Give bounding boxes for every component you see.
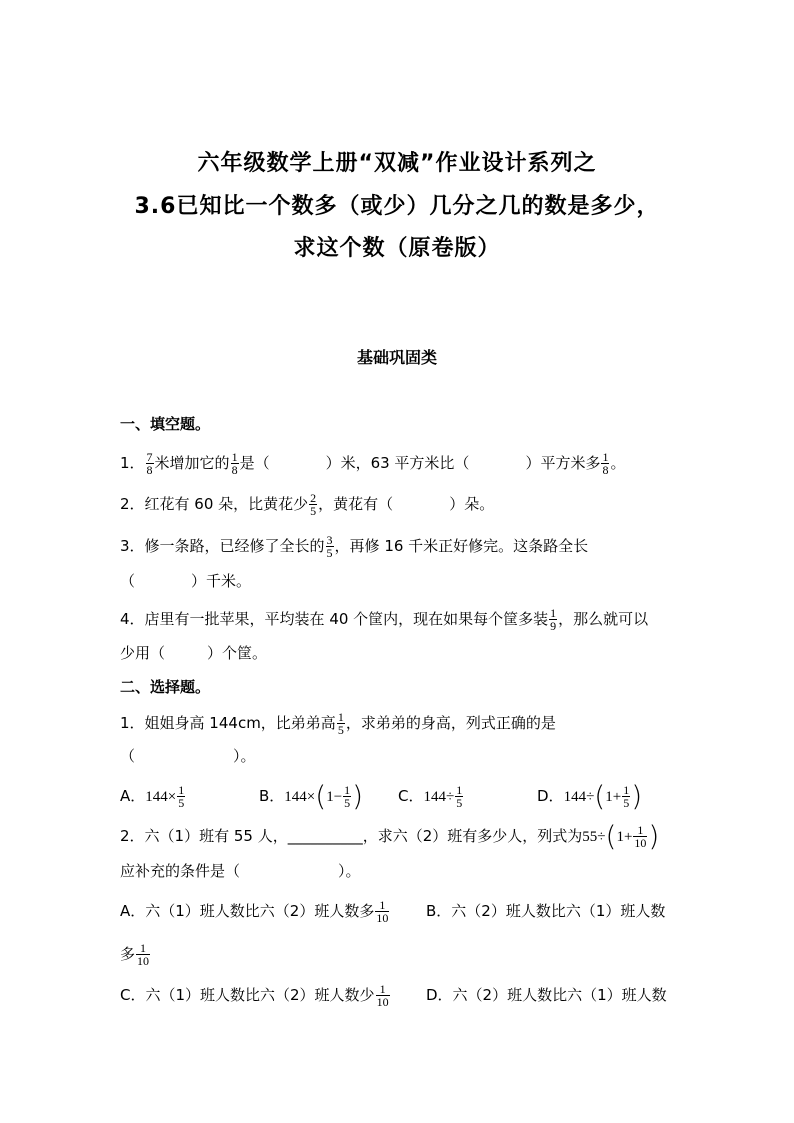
choice-question-1-answer: （ ）。 (120, 747, 256, 765)
fraction: $\frac{1}{8}$ (602, 450, 609, 477)
fill-question-1: 1． $\frac{7}{8}$ 米增加它的 $\frac{1}{8}$ 是（ ）米，63 平方米比（ ）平方米多 $\frac{1}{8}$ 。 (120, 450, 626, 477)
option-a[interactable]: A．六（1）班人数比六（2）班人数多 $\frac{1}{10}$ (120, 898, 389, 925)
part1-heading: 一、填空题。 (120, 415, 211, 433)
choice-question-2-options-cd (120, 983, 667, 1008)
fill-question-3-cont: （ ）千米。 (120, 572, 252, 590)
option-c[interactable]: C．144÷ $\frac{1}{5}$ (398, 783, 463, 810)
fill-question-3: 3．修一条路，已经修了全长的 $\frac{3}{5}$ ，再修 16 千米正好修完。这条路全长 (120, 533, 589, 560)
option-d[interactable]: D．144÷(1+ $\frac{1}{5}$ ) (537, 779, 643, 813)
section-title: 基础巩固类 (356, 348, 437, 367)
fraction: $\frac{1}{10}$ (137, 941, 150, 968)
option-a[interactable]: A．144× $\frac{1}{5}$ (120, 783, 185, 810)
fill-question-4-cont: 少用（ ）个筐。 (120, 644, 268, 662)
part2-heading: 二、选择题。 (120, 678, 211, 696)
fill-question-4: 4．店里有一批苹果，平均装在 40 个筐内，现在如果每个筐多装 $\frac{1}{9}$ ，那么就可以 (120, 606, 649, 633)
fraction: $\frac{7}{8}$ (146, 450, 153, 477)
title-line-1: 六年级数学上册“双减”作业设计系列之 (197, 151, 597, 176)
fill-question-2: 2．红花有 60 朵，比黄花少 $\frac{2}{5}$ ，黄花有（ ）朵。 (120, 491, 495, 518)
fraction: $\frac{2}{5}$ (310, 491, 317, 518)
option-b[interactable]: B．六（2）班人数比六（1）班人数 (426, 902, 666, 920)
choice-question-1: 1．姐姐身高 144cm，比弟弟高 $\frac{1}{5}$ ，求弟弟的身高，列式正确的是 (120, 710, 556, 737)
fraction: $\frac{1}{5}$ (337, 710, 344, 737)
option-b[interactable]: B．144×(1− $\frac{1}{5}$ ) (259, 779, 364, 813)
fraction: $\frac{1}{10}$ (634, 823, 647, 850)
choice-question-2-options-ab (120, 899, 665, 924)
fraction: $\frac{1}{8}$ (231, 450, 238, 477)
fraction: $\frac{1}{9}$ (550, 606, 557, 633)
condition-blank[interactable]: __________ (287, 827, 363, 845)
option-d[interactable]: D．六（2）班人数比六（1）班人数 (426, 986, 667, 1004)
choice-question-2-cont: 应补充的条件是（ ）。 (120, 862, 361, 880)
choice-question-2-option-b-cont: 多 $\frac{1}{10}$ (120, 941, 150, 968)
fraction: $\frac{3}{5}$ (326, 533, 333, 560)
option-c[interactable]: C．六（1）班人数比六（2）班人数少 $\frac{1}{10}$ (120, 982, 389, 1009)
choice-question-1-options (120, 779, 643, 813)
title-line-3: 求这个数（原卷版） (293, 236, 501, 261)
choice-question-2: 2．六（1）班有 55 人，__________，求六（2）班有多少人，列式为55÷(1+ $\frac{1}{10}$ ) (120, 819, 660, 853)
title-line-2: 3.6已知比一个数多（或少）几分之几的数是多少， (134, 194, 660, 219)
